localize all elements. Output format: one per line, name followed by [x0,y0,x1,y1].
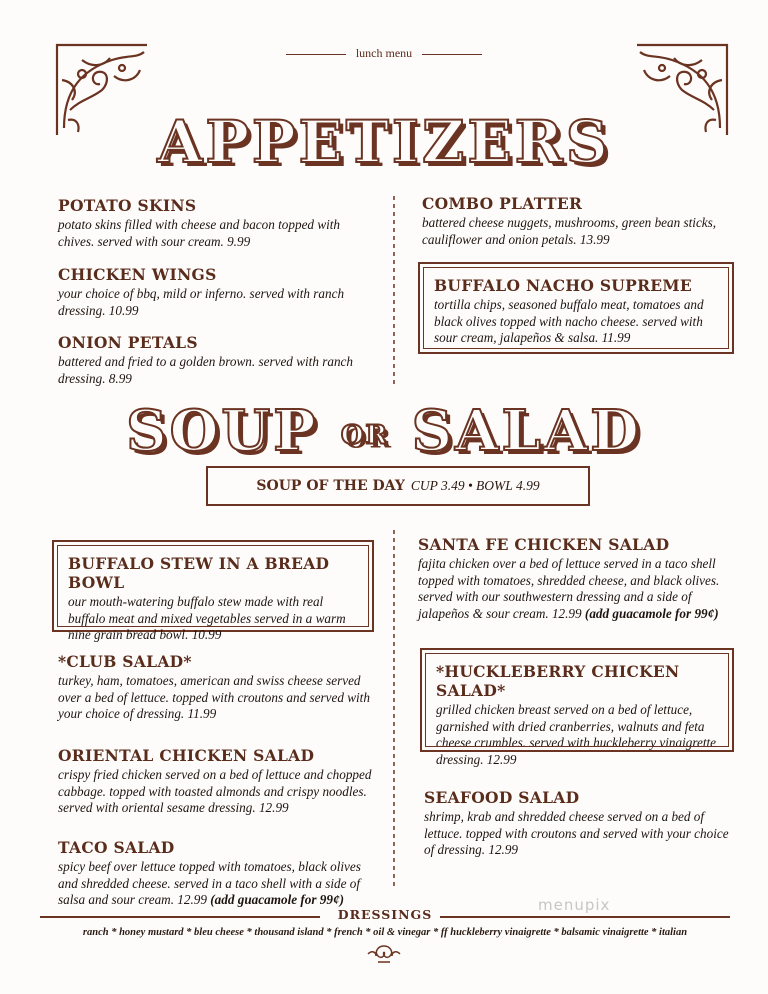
title-salad: SALAD [411,398,642,464]
soup-of-the-day-banner [206,466,590,506]
menu-item-combo-platter [422,194,722,248]
lunch-menu-text: lunch menu [355,46,413,60]
watermark: menupix [538,896,611,914]
lunch-menu-label [0,46,768,61]
menu-item-oriental-chicken-salad [58,746,374,817]
item-desc: battered and fried to a golden brown. served with ranch dressing. 8.99 [58,354,353,386]
item-name: *CLUB SALAD* [58,652,192,671]
item-desc: potato skins filled with cheese and bacon topped with chives. served with sour cream. 9.99 [58,217,341,249]
menu-item-buffalo-nacho-supreme [418,262,734,354]
item-desc-text: spicy beef over lettuce topped with tomatoes, black olives and shredded cheese. served in a taco shell with a side of salsa and sour cream. 12.99 [58,859,361,907]
menu-item-santa-fe-chicken-salad [418,535,738,622]
item-name: BUFFALO NACHO SUPREME [434,276,692,295]
item-desc: grilled chicken breast served on a bed of lettuce, garnished with dried cranberries, walnuts and feta cheese crumbles. served with huckleberry vinaigrette dressing. 12.99 [436,702,717,767]
title-soup: SOUP [126,398,319,464]
item-desc: tortilla chips, seasoned buffalo meat, tomatoes and black olives topped with nacho cheese. served with sour cream, jalapeños & salsa. 11.99 [434,297,704,345]
item-desc [58,859,382,909]
appetizers-title: APPETIZERS [157,108,611,176]
item-desc-extra: (add guacamole for 99¢) [584,605,719,621]
item-desc-extra: (add guacamole for 99¢) [210,892,344,907]
menu-item-club-salad [58,652,374,723]
item-name: POTATO SKINS [58,196,197,215]
item-name: SEAFOOD SALAD [424,788,580,807]
column-divider-top [389,196,399,386]
soup-or-salad-title [0,398,768,464]
dressings-list: ranch * honey mustard * bleu cheese * thousand island * french * oil & vinegar * ff huckleberry vinaigrette * balsamic vinaigrette * italian [82,927,688,938]
item-name: ONION PETALS [58,333,198,352]
dressings-header [40,907,730,924]
item-desc: your choice of bbq, mild or inferno. served with ranch dressing. 10.99 [58,286,345,318]
item-desc [418,556,738,622]
soup-of-day-price: CUP 3.49 • BOWL 4.99 [410,478,540,493]
bottom-ornament [364,944,404,966]
item-desc: crispy fried chicken served on a bed of lettuce and chopped cabbage. topped with toasted almonds and crispy noodles. served with oriental sesame dressing. 12.99 [58,767,372,815]
menu-item-chicken-wings [58,265,358,319]
header-rule-right [422,54,482,55]
menu-item-taco-salad [58,838,382,909]
dressings-title: DRESSINGS [337,907,433,922]
menu-item-huckleberry-chicken-salad [420,648,734,767]
soup-of-day-label: SOUP OF THE DAY [256,478,405,494]
item-desc: shrimp, krab and shredded cheese served on a bed of lettuce. topped with croutons and served with your choice of dressing. 12.99 [424,809,729,857]
menu-item-buffalo-stew [52,540,374,642]
item-desc: battered cheese nuggets, mushrooms, green bean sticks, cauliflower and onion petals. 13.99 [422,215,717,247]
item-name: BUFFALO STEW IN A BREAD BOWL [68,554,330,592]
item-name: *HUCKLEBERRY CHICKEN SALAD* [436,662,680,700]
header-rule-left [286,54,346,55]
item-name: COMBO PLATTER [422,194,583,213]
menu-item-onion-petals [58,333,358,387]
menu-item-potato-skins [58,196,358,250]
item-name: ORIENTAL CHICKEN SALAD [58,746,315,765]
title-or: OR [340,420,390,451]
item-name: CHICKEN WINGS [58,265,217,284]
item-desc: our mouth-watering buffalo stew made with real buffalo meat and mixed vegetables served in a warm nine grain bread bowl. 10.99 [68,594,346,642]
item-name: TACO SALAD [58,838,175,857]
column-divider-bottom [389,530,399,890]
menu-item-seafood-salad [424,788,734,859]
item-desc: turkey, ham, tomatoes, american and swiss cheese served over a bed of lettuce. topped with croutons and served with your choice of dressing. 11.99 [58,673,370,721]
item-desc-text: fajita chicken over a bed of lettuce served in a taco shell topped with tomatoes, shredded cheese, and black olives. served with our southwestern dressing and a side of jalapeños & sour cream. 12.99 [418,556,720,621]
item-name: SANTA FE CHICKEN SALAD [418,535,670,554]
